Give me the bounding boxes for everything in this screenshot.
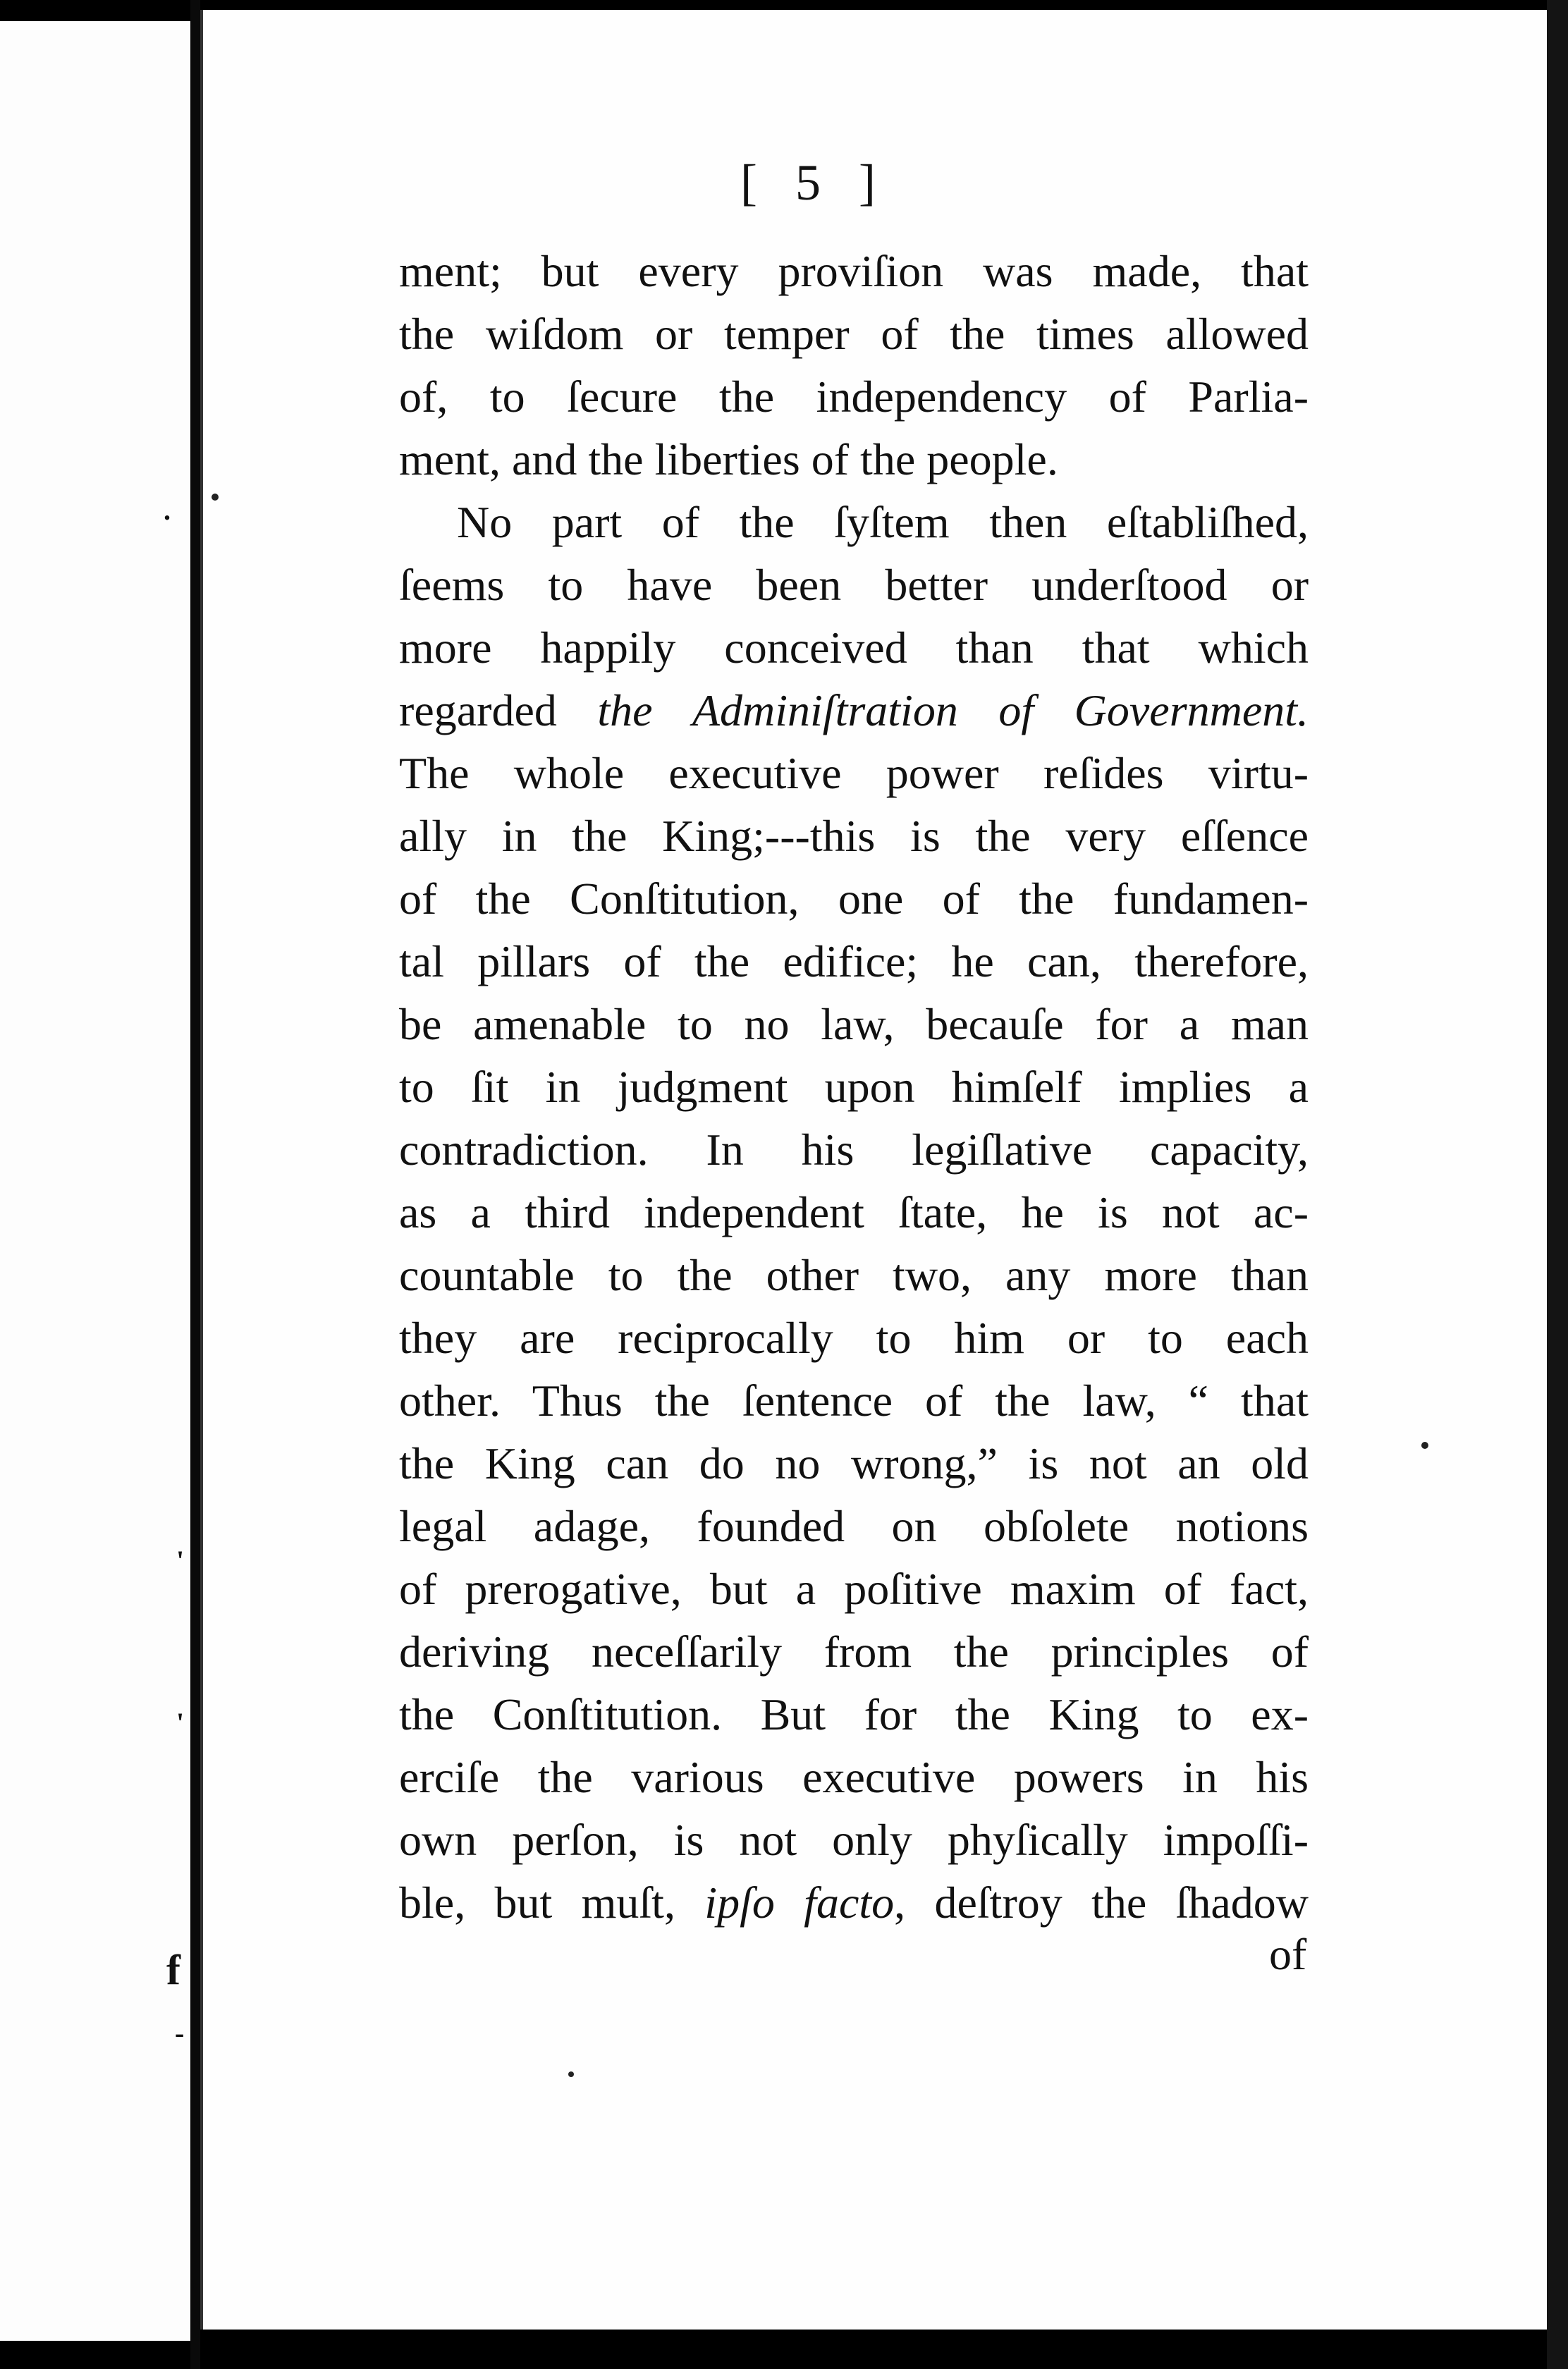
catchword: of bbox=[1269, 1929, 1307, 1979]
page-edge bbox=[1547, 0, 1568, 2369]
text-line: tal pillars of the edifice; he can, therefore, bbox=[399, 936, 1309, 986]
text-segment: , deſtroy the ſhadow bbox=[894, 1878, 1309, 1928]
book-gutter bbox=[190, 0, 200, 2369]
left-page-mark: f bbox=[166, 1947, 180, 1993]
text-segment: regarded bbox=[399, 685, 598, 735]
page-number-header: [ 5 ] bbox=[740, 154, 888, 211]
italic-phrase: the Adminiſtration of Government. bbox=[597, 685, 1309, 735]
text-line: contradiction. In his legiſlative capacity, bbox=[399, 1125, 1309, 1175]
ink-speck bbox=[212, 494, 219, 501]
text-line: of the Conſtitution, one of the fundamen- bbox=[399, 874, 1309, 924]
text-line: as a third independent ſtate, he is not ac- bbox=[399, 1187, 1309, 1237]
left-facing-page bbox=[0, 21, 190, 2341]
text-line: The whole executive power reſides virtu- bbox=[399, 748, 1309, 798]
text-line: ment, and the liberties of the people. bbox=[399, 434, 1058, 484]
text-line: countable to the other two, any more than bbox=[399, 1250, 1309, 1300]
body-text bbox=[399, 240, 1309, 1934]
text-line: ally in the King;---this is the very eſſence bbox=[399, 811, 1309, 861]
ink-speck bbox=[568, 2071, 574, 2077]
text-line: No part of the ſyſtem then eſtabliſhed, bbox=[457, 497, 1309, 547]
text-line: be amenable to no law, becauſe for a man bbox=[399, 999, 1309, 1049]
text-segment: ble, but muſt, bbox=[399, 1878, 705, 1928]
text-line: the wiſdom or temper of the times allowed bbox=[399, 309, 1309, 359]
text-line: to ſit in judgment upon himſelf implies a bbox=[399, 1062, 1309, 1112]
text-line-mixed bbox=[399, 679, 1309, 742]
text-line: ment; but every proviſion was made, that bbox=[399, 246, 1309, 296]
text-line: the Conſtitution. But for the King to ex- bbox=[399, 1689, 1309, 1739]
italic-phrase: ipſo facto bbox=[704, 1878, 895, 1928]
text-line: more happily conceived than that which bbox=[399, 623, 1309, 673]
text-line: legal adage, founded on obſolete notions bbox=[399, 1501, 1309, 1551]
text-line: of prerogative, but a poſitive maxim of fact, bbox=[399, 1564, 1309, 1614]
text-line: own perſon, is not only phyſically impoſſi- bbox=[399, 1815, 1309, 1865]
text-line: other. Thus the ſentence of the law, “ that bbox=[399, 1376, 1309, 1426]
text-line: they are reciprocally to him or to each bbox=[399, 1313, 1309, 1363]
left-page-mark: ' bbox=[176, 1545, 185, 1577]
left-page-mark: . bbox=[164, 494, 171, 526]
text-line: of, to ſecure the independency of Parlia- bbox=[399, 372, 1309, 422]
text-line: the King can do no wrong,” is not an old bbox=[399, 1438, 1309, 1488]
left-page-mark: - bbox=[175, 2017, 185, 2049]
left-page-mark: ' bbox=[176, 1707, 185, 1739]
text-line: deriving neceſſarily from the principles of bbox=[399, 1627, 1309, 1677]
ink-speck bbox=[1421, 1442, 1428, 1449]
text-line: ſeems to have been better underſtood or bbox=[399, 560, 1309, 610]
text-line: erciſe the various executive powers in his bbox=[399, 1752, 1309, 1802]
text-line-mixed bbox=[399, 1871, 1309, 1934]
